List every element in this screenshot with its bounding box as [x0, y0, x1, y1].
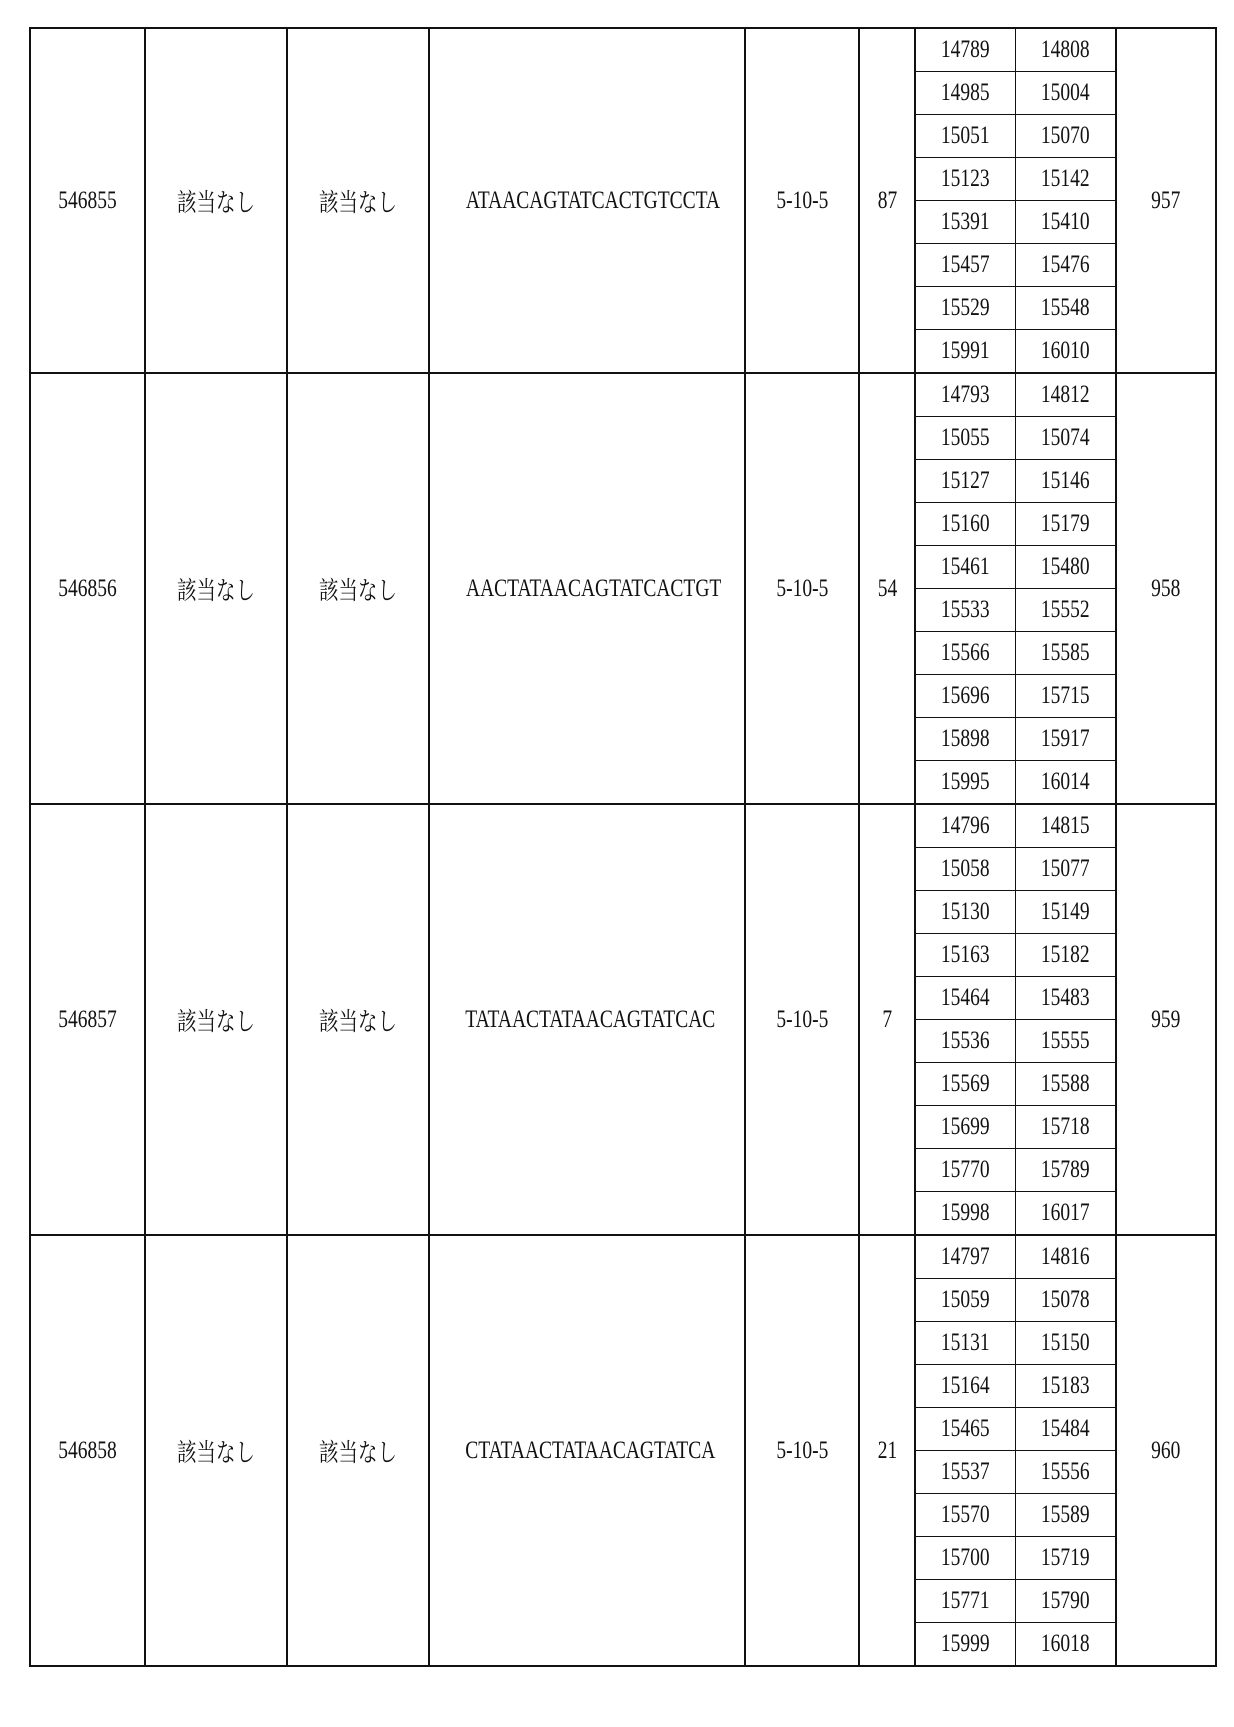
position-value: 14796: [941, 812, 990, 839]
position-row: [916, 503, 1115, 546]
positions-table: [916, 29, 1115, 372]
value-text: 54: [877, 574, 897, 602]
stop-position: [1016, 1149, 1116, 1192]
isis-no-cell: [30, 28, 145, 373]
position-value: 15898: [941, 725, 990, 752]
position-row: [916, 1106, 1115, 1149]
seq-id-cell: [1116, 804, 1216, 1235]
value-text: 87: [877, 186, 897, 214]
position-value: 15991: [941, 337, 990, 364]
start-position: [916, 29, 1016, 72]
stop-position: [1016, 546, 1116, 589]
region-cell-2: [287, 1235, 429, 1666]
stop-position: [1016, 718, 1116, 761]
position-value: 15123: [941, 165, 990, 192]
position-row: [916, 417, 1115, 460]
start-position: [916, 1580, 1016, 1623]
motif-cell: [745, 373, 859, 804]
position-value: 15150: [1041, 1329, 1090, 1356]
position-row: [916, 72, 1115, 115]
start-position: [916, 201, 1016, 244]
position-value: 15163: [941, 941, 990, 968]
stop-position: [1016, 417, 1116, 460]
start-position: [916, 1236, 1016, 1279]
position-value: 14985: [941, 79, 990, 106]
positions-cell: [915, 373, 1116, 804]
position-row: [916, 29, 1115, 72]
position-value: 16010: [1041, 337, 1090, 364]
stop-position: [1016, 1623, 1116, 1666]
positions-cell: [915, 1235, 1116, 1666]
position-value: 15004: [1041, 79, 1090, 106]
start-position: [916, 761, 1016, 804]
stop-position: [1016, 761, 1116, 804]
value-cell: [859, 804, 915, 1235]
seq-id-text: 960: [1151, 1436, 1181, 1464]
position-value: 14816: [1041, 1243, 1090, 1270]
stop-position: [1016, 1408, 1116, 1451]
position-value: 15569: [941, 1070, 990, 1097]
position-value: 15074: [1041, 424, 1090, 451]
start-position: [916, 1063, 1016, 1106]
position-row: [916, 1408, 1115, 1451]
start-position: [916, 1408, 1016, 1451]
position-value: 15533: [941, 596, 990, 623]
position-row: [916, 1020, 1115, 1063]
position-value: 15537: [941, 1458, 990, 1485]
stop-position: [1016, 848, 1116, 891]
col2-text: 該当なし: [176, 577, 255, 605]
position-row: [916, 977, 1115, 1020]
position-value: 15391: [941, 208, 990, 235]
stop-position: [1016, 805, 1116, 848]
start-position: [916, 158, 1016, 201]
start-position: [916, 72, 1016, 115]
sequence-text: TATAACTATAACAGTATCAC: [465, 1005, 716, 1033]
position-row: [916, 761, 1115, 804]
positions-table: [916, 1236, 1115, 1665]
start-position: [916, 632, 1016, 675]
position-value: 15770: [941, 1156, 990, 1183]
position-value: 15552: [1041, 596, 1090, 623]
position-row: [916, 201, 1115, 244]
position-row: [916, 374, 1115, 417]
isis-no-text: 546857: [58, 1005, 117, 1033]
position-value: 15700: [941, 1544, 990, 1571]
position-value: 15146: [1041, 467, 1090, 494]
position-value: 15182: [1041, 941, 1090, 968]
position-value: 15465: [941, 1415, 990, 1442]
position-value: 15457: [941, 251, 990, 278]
position-row: [916, 244, 1115, 287]
stop-position: [1016, 934, 1116, 977]
position-value: 14797: [941, 1243, 990, 1270]
start-position: [916, 1537, 1016, 1580]
col3-text: 該当なし: [318, 1439, 397, 1467]
region-cell-2: [287, 28, 429, 373]
position-row: [916, 934, 1115, 977]
motif-text: 5-10-5: [776, 1005, 828, 1033]
start-position: [916, 1322, 1016, 1365]
position-value: 15077: [1041, 855, 1090, 882]
stop-position: [1016, 1192, 1116, 1235]
position-value: 15051: [941, 122, 990, 149]
position-row: [916, 632, 1115, 675]
position-value: 15570: [941, 1501, 990, 1528]
value-cell: [859, 28, 915, 373]
start-position: [916, 460, 1016, 503]
stop-position: [1016, 374, 1116, 417]
position-value: 15566: [941, 639, 990, 666]
stop-position: [1016, 287, 1116, 330]
positions-cell: [915, 28, 1116, 373]
isis-no-cell: [30, 373, 145, 804]
start-position: [916, 417, 1016, 460]
start-position: [916, 115, 1016, 158]
position-value: 15480: [1041, 553, 1090, 580]
position-row: [916, 1365, 1115, 1408]
stop-position: [1016, 29, 1116, 72]
position-row: [916, 1451, 1115, 1494]
stop-position: [1016, 1365, 1116, 1408]
stop-position: [1016, 1020, 1116, 1063]
stop-position: [1016, 977, 1116, 1020]
position-row: [916, 675, 1115, 718]
position-value: 15917: [1041, 725, 1090, 752]
position-value: 16018: [1041, 1630, 1090, 1657]
table-body: [30, 28, 1216, 1666]
position-value: 15142: [1041, 165, 1090, 192]
position-row: [916, 546, 1115, 589]
start-position: [916, 1365, 1016, 1408]
motif-cell: [745, 1235, 859, 1666]
stop-position: [1016, 1106, 1116, 1149]
position-value: 15790: [1041, 1587, 1090, 1614]
start-position: [916, 1020, 1016, 1063]
position-row: [916, 891, 1115, 934]
start-position: [916, 330, 1016, 373]
isis-no-cell: [30, 1235, 145, 1666]
position-value: 15160: [941, 510, 990, 537]
positions-cell: [915, 804, 1116, 1235]
position-row: [916, 460, 1115, 503]
sequence-cell: [429, 804, 745, 1235]
table-row: [30, 373, 1216, 804]
start-position: [916, 934, 1016, 977]
position-value: 15771: [941, 1587, 990, 1614]
start-position: [916, 675, 1016, 718]
motif-text: 5-10-5: [776, 574, 828, 602]
position-row: [916, 158, 1115, 201]
position-row: [916, 1279, 1115, 1322]
position-value: 15055: [941, 424, 990, 451]
value-cell: [859, 373, 915, 804]
position-value: 14808: [1041, 36, 1090, 63]
position-value: 14789: [941, 36, 990, 63]
position-value: 15719: [1041, 1544, 1090, 1571]
positions-table: [916, 805, 1115, 1234]
position-value: 15555: [1041, 1027, 1090, 1054]
start-position: [916, 287, 1016, 330]
position-value: 15529: [941, 294, 990, 321]
sequence-text: CTATAACTATAACAGTATCA: [465, 1436, 716, 1464]
col2-text: 該当なし: [176, 189, 255, 217]
seq-id-cell: [1116, 1235, 1216, 1666]
stop-position: [1016, 1322, 1116, 1365]
start-position: [916, 1192, 1016, 1235]
position-value: 15995: [941, 768, 990, 795]
start-position: [916, 374, 1016, 417]
position-value: 15410: [1041, 208, 1090, 235]
position-value: 15179: [1041, 510, 1090, 537]
position-row: [916, 287, 1115, 330]
sequence-cell: [429, 1235, 745, 1666]
region-cell-1: [145, 28, 287, 373]
position-row: [916, 1063, 1115, 1106]
position-value: 14793: [941, 381, 990, 408]
start-position: [916, 244, 1016, 287]
position-value: 15464: [941, 984, 990, 1011]
position-row: [916, 330, 1115, 373]
position-value: 15588: [1041, 1070, 1090, 1097]
position-value: 15556: [1041, 1458, 1090, 1485]
stop-position: [1016, 1580, 1116, 1623]
position-value: 15548: [1041, 294, 1090, 321]
sequence-cell: [429, 373, 745, 804]
seq-id-cell: [1116, 28, 1216, 373]
position-row: [916, 1623, 1115, 1666]
position-row: [916, 115, 1115, 158]
col2-text: 該当なし: [176, 1008, 255, 1036]
stop-position: [1016, 72, 1116, 115]
value-cell: [859, 1235, 915, 1666]
start-position: [916, 718, 1016, 761]
stop-position: [1016, 115, 1116, 158]
position-value: 16014: [1041, 768, 1090, 795]
position-value: 15589: [1041, 1501, 1090, 1528]
start-position: [916, 805, 1016, 848]
position-row: [916, 1192, 1115, 1235]
motif-cell: [745, 28, 859, 373]
region-cell-2: [287, 804, 429, 1235]
position-value: 15476: [1041, 251, 1090, 278]
position-value: 14815: [1041, 812, 1090, 839]
col3-text: 該当なし: [318, 1008, 397, 1036]
sequence-cell: [429, 28, 745, 373]
sequence-text: ATAACAGTATCACTGTCCTA: [465, 186, 721, 214]
position-value: 15536: [941, 1027, 990, 1054]
start-position: [916, 1623, 1016, 1666]
stop-position: [1016, 330, 1116, 373]
position-row: [916, 1537, 1115, 1580]
position-row: [916, 805, 1115, 848]
seq-id-text: 957: [1151, 186, 1181, 214]
seq-id-cell: [1116, 373, 1216, 804]
stop-position: [1016, 1063, 1116, 1106]
start-position: [916, 1494, 1016, 1537]
position-row: [916, 718, 1115, 761]
stop-position: [1016, 675, 1116, 718]
position-value: 15998: [941, 1199, 990, 1226]
isis-no-text: 546856: [58, 574, 117, 602]
position-value: 15789: [1041, 1156, 1090, 1183]
region-cell-1: [145, 804, 287, 1235]
region-cell-1: [145, 1235, 287, 1666]
position-value: 15131: [941, 1329, 990, 1356]
position-value: 15127: [941, 467, 990, 494]
stop-position: [1016, 589, 1116, 632]
start-position: [916, 848, 1016, 891]
position-row: [916, 1494, 1115, 1537]
position-value: 15164: [941, 1372, 990, 1399]
position-value: 15999: [941, 1630, 990, 1657]
position-value: 15483: [1041, 984, 1090, 1011]
position-row: [916, 848, 1115, 891]
col3-text: 該当なし: [318, 189, 397, 217]
positions-table: [916, 374, 1115, 803]
position-value: 16017: [1041, 1199, 1090, 1226]
region-cell-1: [145, 373, 287, 804]
stop-position: [1016, 201, 1116, 244]
isis-no-text: 546855: [58, 186, 117, 214]
motif-text: 5-10-5: [776, 186, 828, 214]
position-value: 14812: [1041, 381, 1090, 408]
col3-text: 該当なし: [318, 577, 397, 605]
start-position: [916, 589, 1016, 632]
position-value: 15585: [1041, 639, 1090, 666]
stop-position: [1016, 1537, 1116, 1580]
value-text: 21: [877, 1436, 897, 1464]
start-position: [916, 1451, 1016, 1494]
table-row: [30, 1235, 1216, 1666]
position-value: 15718: [1041, 1113, 1090, 1140]
seq-id-text: 959: [1151, 1005, 1181, 1033]
position-value: 15130: [941, 898, 990, 925]
start-position: [916, 1106, 1016, 1149]
start-position: [916, 891, 1016, 934]
motif-cell: [745, 804, 859, 1235]
stop-position: [1016, 891, 1116, 934]
isis-no-text: 546858: [58, 1436, 117, 1464]
table-row: [30, 28, 1216, 373]
position-value: 15715: [1041, 682, 1090, 709]
position-value: 15149: [1041, 898, 1090, 925]
position-row: [916, 1149, 1115, 1192]
stop-position: [1016, 158, 1116, 201]
start-position: [916, 1149, 1016, 1192]
isis-no-cell: [30, 804, 145, 1235]
start-position: [916, 503, 1016, 546]
start-position: [916, 1279, 1016, 1322]
region-cell-2: [287, 373, 429, 804]
position-value: 15059: [941, 1286, 990, 1313]
stop-position: [1016, 1451, 1116, 1494]
position-row: [916, 1236, 1115, 1279]
motif-text: 5-10-5: [776, 1436, 828, 1464]
position-value: 15078: [1041, 1286, 1090, 1313]
stop-position: [1016, 244, 1116, 287]
stop-position: [1016, 460, 1116, 503]
position-row: [916, 1322, 1115, 1365]
stop-position: [1016, 503, 1116, 546]
position-value: 15699: [941, 1113, 990, 1140]
position-value: 15183: [1041, 1372, 1090, 1399]
position-value: 15696: [941, 682, 990, 709]
sequence-text: AACTATAACAGTATCACTGT: [466, 574, 722, 602]
stop-position: [1016, 1279, 1116, 1322]
position-value: 15070: [1041, 122, 1090, 149]
stop-position: [1016, 1494, 1116, 1537]
table-row: [30, 804, 1216, 1235]
start-position: [916, 546, 1016, 589]
col2-text: 該当なし: [176, 1439, 255, 1467]
position-value: 15484: [1041, 1415, 1090, 1442]
start-position: [916, 977, 1016, 1020]
value-text: 7: [882, 1005, 892, 1033]
position-value: 15058: [941, 855, 990, 882]
stop-position: [1016, 632, 1116, 675]
position-row: [916, 589, 1115, 632]
seq-id-text: 958: [1151, 574, 1181, 602]
oligo-table: [29, 27, 1217, 1667]
position-value: 15461: [941, 553, 990, 580]
stop-position: [1016, 1236, 1116, 1279]
position-row: [916, 1580, 1115, 1623]
